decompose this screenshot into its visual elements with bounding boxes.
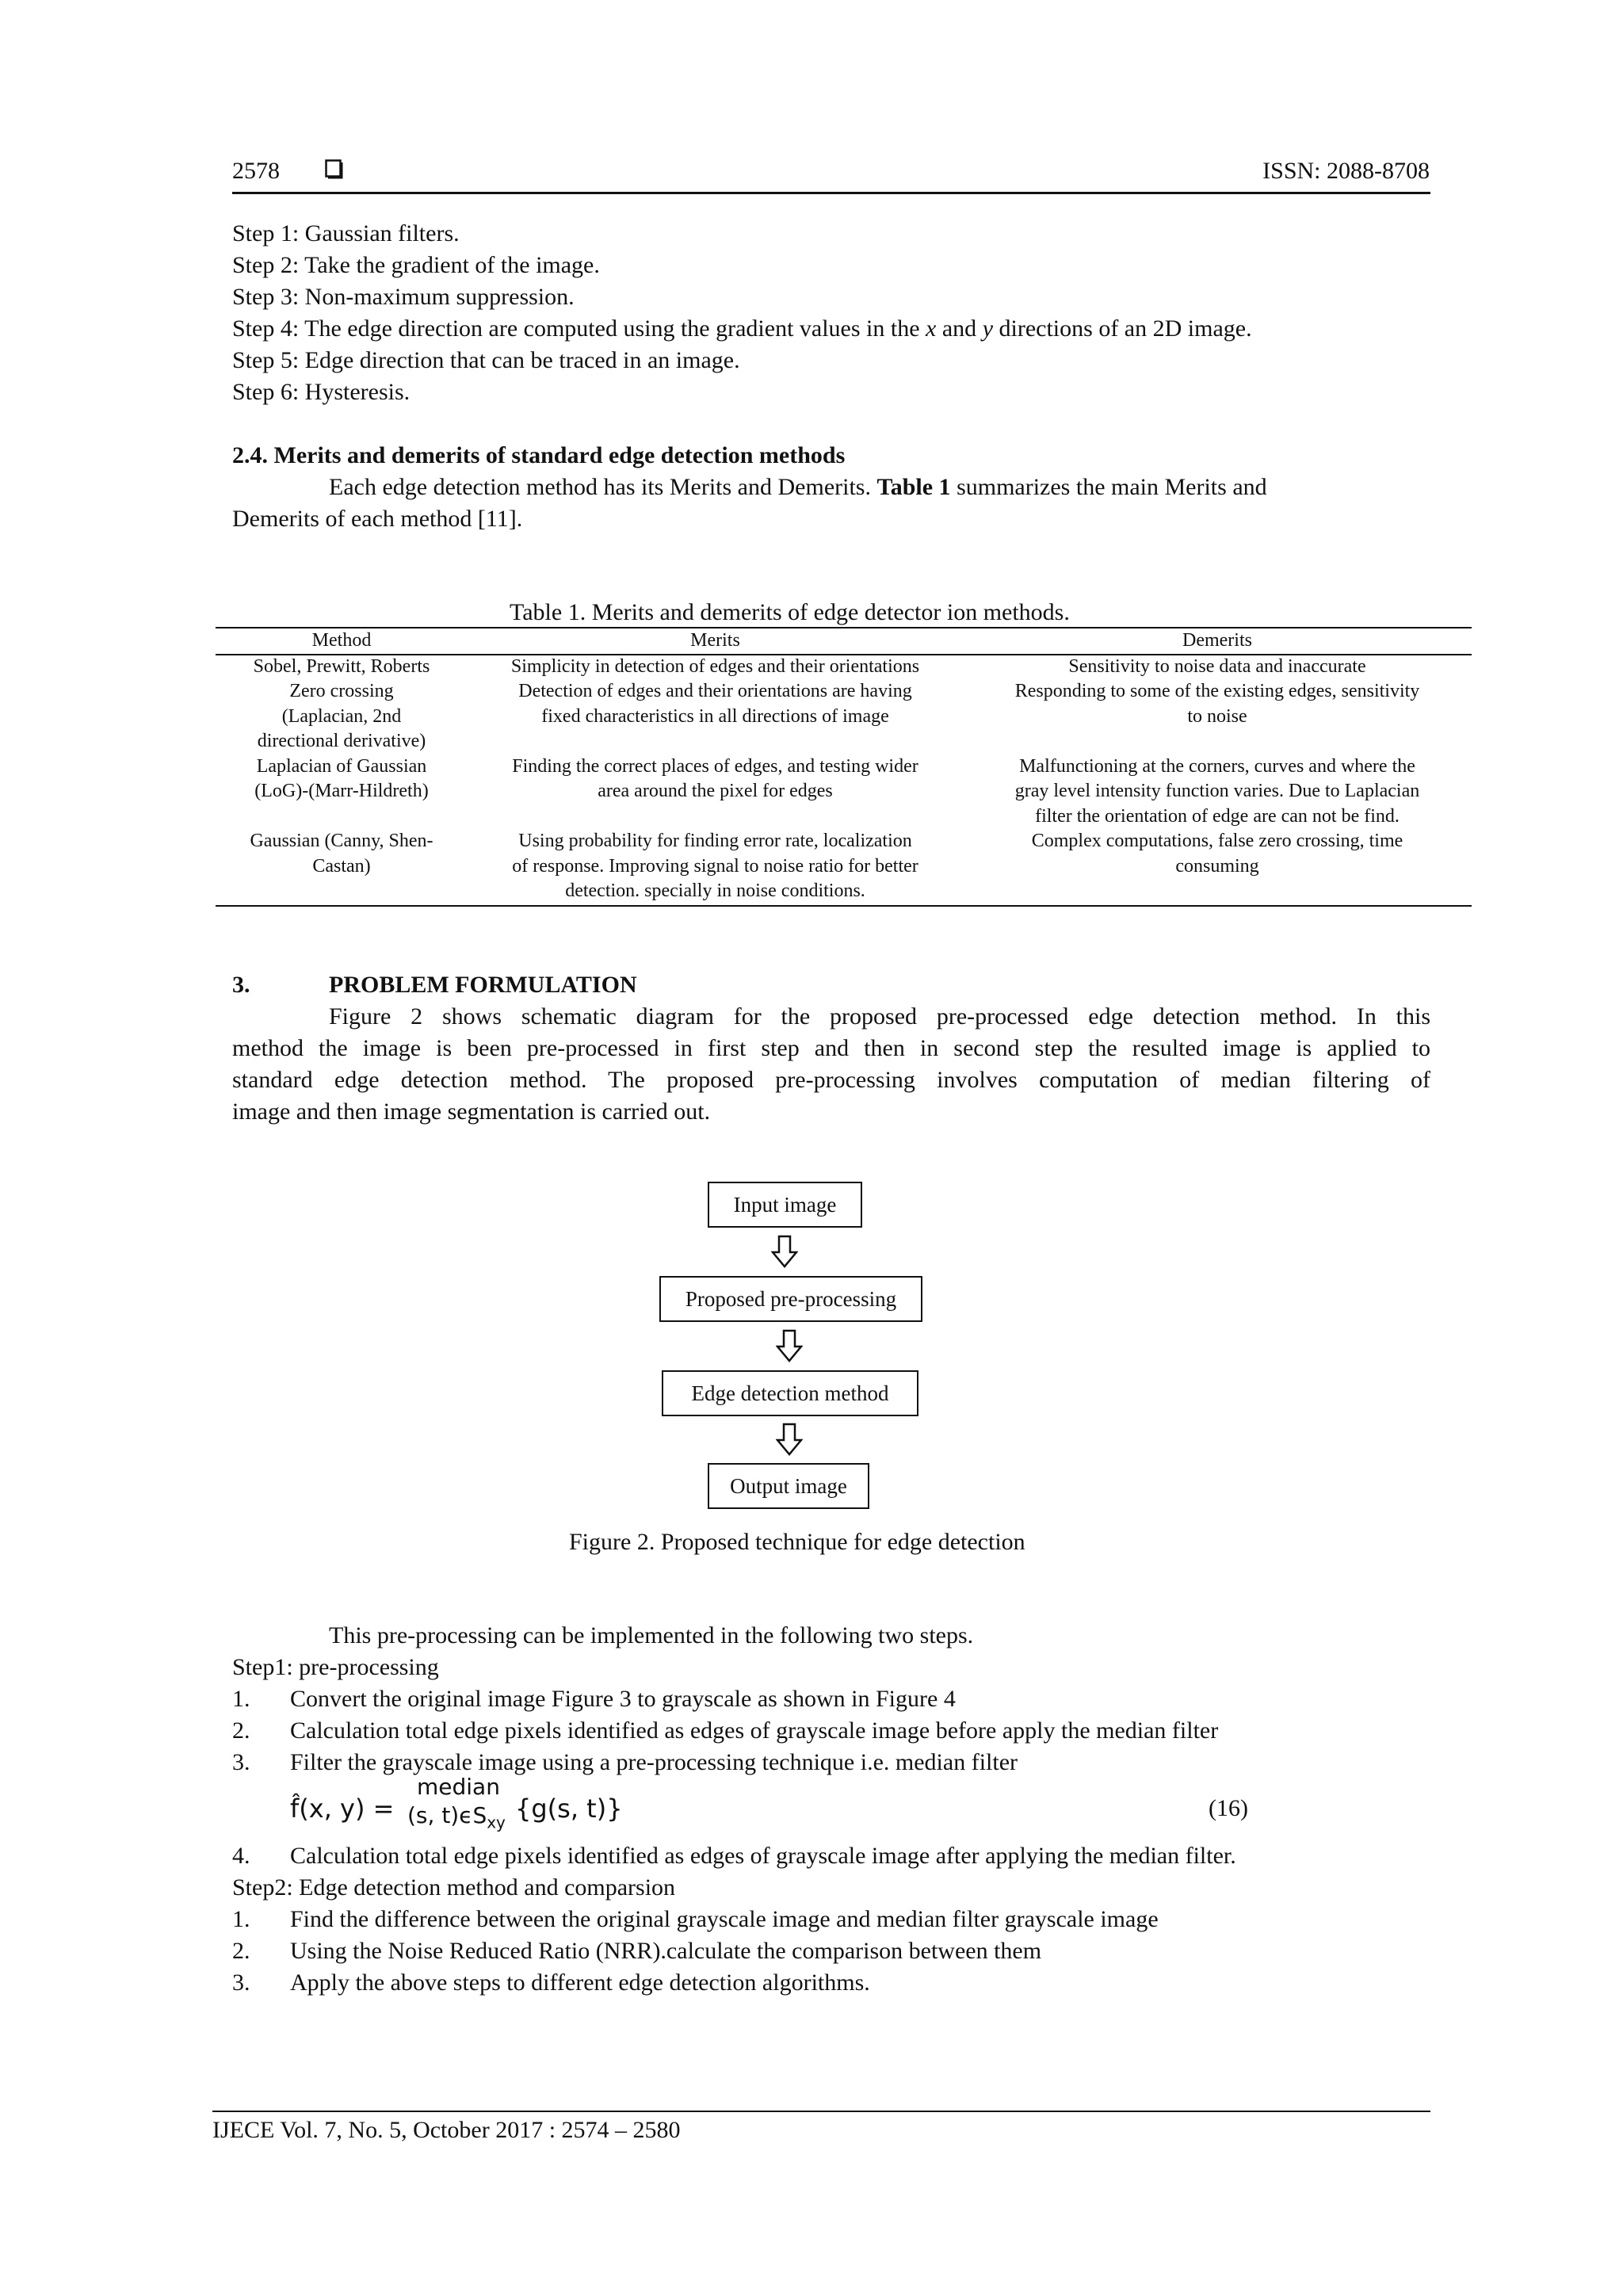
flow-box-output-image: Output image: [708, 1463, 869, 1509]
step-4: Step 4: The edge direction are computed using the gradient values in the x and y directions of an 2D image.: [232, 315, 1252, 342]
table-header-demerits: Demerits: [1182, 630, 1252, 651]
steps-intro: This pre-processing can be implemented in the following two steps.: [329, 1622, 974, 1648]
table-cell-demerits: gray level intensity function varies. Due to Laplacian: [1014, 781, 1420, 801]
list-text: Apply the above steps to different edge detection algorithms.: [290, 1969, 870, 1996]
list-text: Using the Noise Reduced Ratio (NRR).calculate the comparison between them: [290, 1938, 1042, 1964]
table-cell-demerits: consuming: [1175, 856, 1259, 877]
page-number: 2578: [232, 158, 280, 184]
list-number: 2.: [232, 1717, 250, 1744]
table-cell-method: Zero crossing: [289, 681, 394, 701]
section-2-4-para-line1: Each edge detection method has its Merits and Demerits. Table 1 summarizes the main Merits and: [329, 474, 1267, 500]
list-text: Find the difference between the original grayscale image and median filter grayscale image: [290, 1906, 1159, 1932]
table-cell-merits: detection. specially in noise conditions.: [565, 881, 865, 901]
table-cell-demerits: Malfunctioning at the corners, curves and where the: [1019, 756, 1415, 777]
section-3-para-line1: Figure 2 shows schematic diagram for the proposed pre-processed edge detection method. In this: [329, 1003, 1430, 1030]
list-text: Filter the grayscale image using a pre-processing technique i.e. median filter: [290, 1749, 1018, 1775]
list-number: 1.: [232, 1906, 250, 1932]
table-cell-merits: fixed characteristics in all directions of image: [541, 706, 889, 727]
table-cell-method: directional derivative): [257, 731, 426, 751]
table-header-merits: Merits: [690, 630, 740, 651]
table-cell-method: Laplacian of Gaussian: [256, 756, 427, 777]
table-cell-method: (Laplacian, 2nd: [281, 706, 402, 727]
section-3-para-line2: method the image is been pre-processed in first step and then in second step the resulted image is applied to: [232, 1035, 1430, 1061]
section-2-4-para-line2: Demerits of each method [11].: [232, 506, 523, 532]
equation-operator-top: median: [417, 1774, 500, 1800]
list-text: Calculation total edge pixels identified as edges of grayscale image after applying the median filter.: [290, 1843, 1236, 1869]
equation-operator-bottom: (s, $t)\epsilon S_{xy}$: [407, 1802, 506, 1832]
list-number: 3.: [232, 1749, 250, 1775]
table-cell-merits: Simplicity in detection of edges and their orientations: [510, 656, 920, 677]
flow-box-edge-detection-method: Edge detection method: [662, 1370, 918, 1416]
step-2: Step 2: Take the gradient of the image.: [232, 252, 600, 278]
equation-lhs: f̂(x, y) =: [290, 1794, 395, 1824]
table-cell-merits: Finding the correct places of edges, and testing wider: [512, 756, 918, 777]
flow-box-proposed-pre-processing: Proposed pre-processing: [659, 1276, 922, 1322]
table-cell-merits: of response. Improving signal to noise ratio for better: [512, 856, 918, 877]
list-number: 4.: [232, 1843, 250, 1869]
table-cell-demerits: Sensitivity to noise data and inaccurate: [1068, 656, 1366, 677]
down-arrow-icon: [771, 1235, 798, 1268]
section-3-heading: PROBLEM FORMULATION: [329, 972, 637, 998]
footer-rule: [212, 2111, 1430, 2112]
figure-caption: Figure 2. Proposed technique for edge detection: [569, 1529, 1025, 1555]
table-cell-demerits: Responding to some of the existing edges, sensitivity: [1014, 681, 1420, 701]
down-arrow-icon: [776, 1329, 803, 1362]
list-number: 3.: [232, 1969, 250, 1996]
step-5: Step 5: Edge direction that can be traced in an image.: [232, 347, 740, 373]
table-cell-method: (LoG)-(Marr-Hildreth): [254, 781, 429, 801]
step-6: Step 6: Hysteresis.: [232, 379, 411, 405]
table-cell-merits: Detection of edges and their orientations are having: [518, 681, 912, 701]
table-cell-demerits: filter the orientation of edge are can not be find.: [1035, 806, 1400, 827]
footer-text: IJECE Vol. 7, No. 5, October 2017 : 2574 – 2580: [212, 2117, 681, 2143]
list-text: Calculation total edge pixels identified as edges of grayscale image before apply the median filter: [290, 1717, 1219, 1744]
table-bottom-rule: [216, 905, 1472, 907]
down-arrow-icon: [776, 1423, 803, 1456]
list-number: 2.: [232, 1938, 250, 1964]
section-2-4-heading: 2.4. Merits and demerits of standard edge detection methods: [232, 442, 846, 468]
table-cell-method: Sobel, Prewitt, Roberts: [253, 656, 430, 677]
table-cell-merits: Using probability for finding error rate, localization: [518, 831, 912, 851]
issn: ISSN: 2088-8708: [1262, 158, 1430, 184]
step-1: Step 1: Gaussian filters.: [232, 220, 460, 246]
section-3-number: 3.: [232, 972, 250, 998]
list-number: 1.: [232, 1686, 250, 1712]
header-rule: [232, 192, 1430, 194]
flow-box-input-image: Input image: [708, 1182, 862, 1228]
table-cell-merits: area around the pixel for edges: [598, 781, 833, 801]
checkbox-square-icon: [325, 159, 344, 180]
section-3-para-line4: image and then image segmentation is carried out.: [232, 1098, 711, 1125]
step1-title: Step1: pre-processing: [232, 1654, 439, 1680]
table-caption: Table 1. Merits and demerits of edge detector ion methods.: [510, 599, 1070, 625]
section-3-para-line3: standard edge detection method. The proposed pre-processing involves computation of median filtering of: [232, 1067, 1430, 1093]
equation-number: (16): [1209, 1795, 1248, 1821]
table-cell-demerits: to noise: [1187, 706, 1247, 727]
step2-title: Step2: Edge detection method and comparsion: [232, 1874, 676, 1901]
table-cell-method: Castan): [312, 856, 371, 877]
table-header-method: Method: [311, 630, 372, 651]
table-cell-method: Gaussian (Canny, Shen-: [250, 831, 433, 851]
list-text: Convert the original image Figure 3 to grayscale as shown in Figure 4: [290, 1686, 956, 1712]
table-cell-demerits: Complex computations, false zero crossing, time: [1031, 831, 1403, 851]
step-3: Step 3: Non-maximum suppression.: [232, 284, 575, 310]
equation-rhs: {g(s, t)}: [515, 1794, 623, 1824]
